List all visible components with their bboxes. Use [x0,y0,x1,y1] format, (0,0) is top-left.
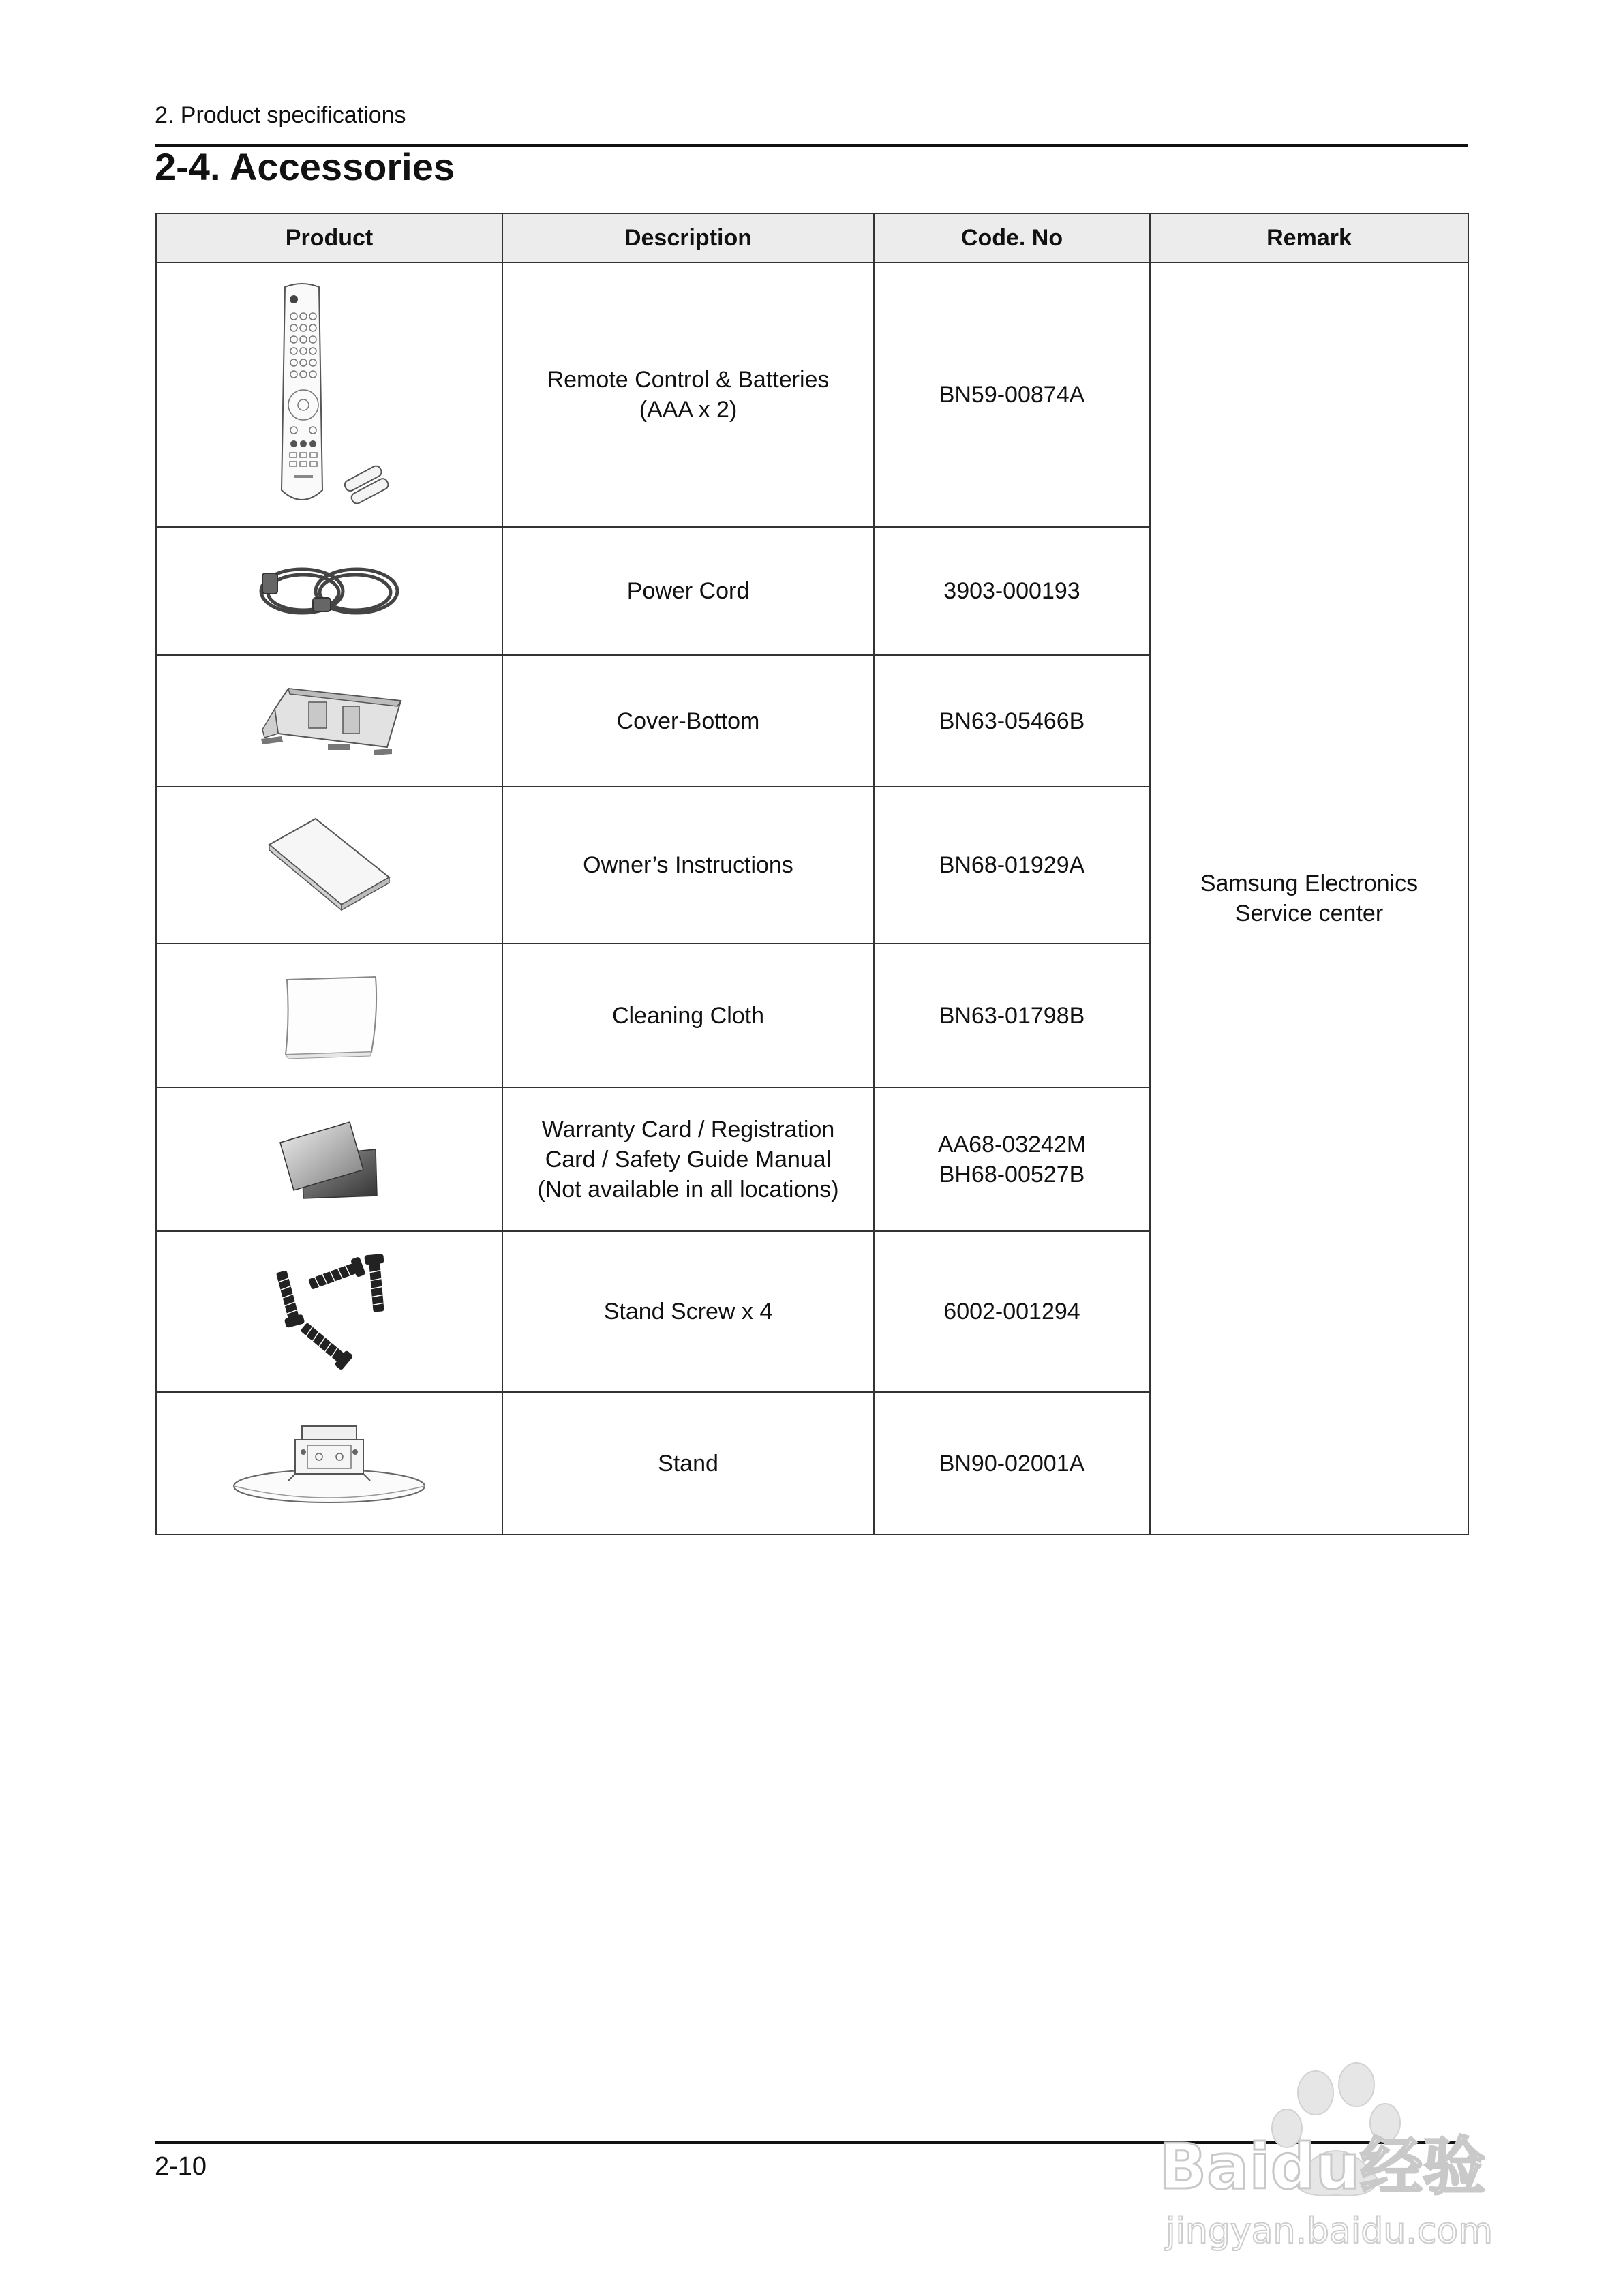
code-cell [874,787,1150,943]
description-line: Remote Control & Batteries [547,367,830,393]
code-cell [874,1087,1150,1231]
code-value: BN63-01798B [939,1002,1085,1029]
stand-icon [227,1413,431,1515]
power-cord-icon [247,550,411,632]
code-cell [874,655,1150,787]
watermark-brand: Baidu经验 [1159,2130,1486,2203]
description-cell [502,943,874,1087]
header-product: Product [156,213,502,262]
description-cell [502,1231,874,1392]
description-cell [502,527,874,655]
product-image-cell [156,527,502,655]
code-cell [874,1392,1150,1535]
product-image-cell [156,262,502,527]
product-image-cell [156,1392,502,1535]
description-line: (AAA x 2) [639,397,738,423]
description-line: Warranty Card / Registration [541,1116,835,1143]
product-image-cell [156,1087,502,1231]
watermark-url: jingyan.baidu.com [1166,2211,1493,2252]
product-image-cell [156,787,502,943]
code-value: BN90-02001A [939,1450,1085,1477]
screws-icon [254,1243,404,1380]
code-value: 6002-001294 [943,1299,1080,1325]
header-description: Description [502,213,874,262]
code-value: AA68-03242M [937,1131,1087,1158]
description-line: (Not available in all locations) [537,1176,839,1203]
description-line: Cleaning Cloth [611,1002,765,1029]
warranty-cards-icon [261,1108,397,1211]
code-cell [874,943,1150,1087]
code-cell [874,262,1150,527]
remark-line: Service center [1234,901,1384,926]
code-value: BN68-01929A [939,852,1085,878]
baidu-jingyan-watermark [1145,2052,1527,2256]
manual-booklet-icon [254,804,404,926]
description-line: Power Cord [626,578,750,604]
header-code: Code. No [874,213,1150,262]
page-title: 2-4. Accessories [155,145,455,188]
description-line: Card / Safety Guide Manual [545,1146,832,1173]
header-remark: Remark [1150,213,1468,262]
product-image-cell [156,655,502,787]
product-image-cell [156,1231,502,1392]
description-line: Cover-Bottom [616,708,760,734]
description-cell [502,1087,874,1231]
cover-bottom-icon [247,674,411,769]
description-cell [502,787,874,943]
code-value: 3903-000193 [943,578,1080,604]
table-header-row [156,213,1468,262]
section-label: 2. Product specifications [155,102,406,128]
remark-cell [1150,262,1468,1535]
page-number: 2-10 [155,2152,207,2181]
description-line: Stand Screw x 4 [603,1299,773,1325]
remote-control-icon [254,279,404,511]
code-value: BH68-00527B [939,1161,1085,1188]
description-line: Stand [658,1450,718,1477]
description-cell [502,655,874,787]
description-cell [502,262,874,527]
description-cell [502,1392,874,1535]
code-cell [874,1231,1150,1392]
table-row [156,262,1468,527]
description-line: Owner’s Instructions [583,852,793,878]
remark-line: Samsung Electronics [1200,871,1419,896]
code-value: BN63-05466B [939,708,1085,734]
product-image-cell [156,943,502,1087]
cleaning-cloth-icon [261,965,397,1067]
accessories-table [155,213,1469,1535]
code-cell [874,527,1150,655]
code-value: BN59-00874A [939,382,1085,408]
